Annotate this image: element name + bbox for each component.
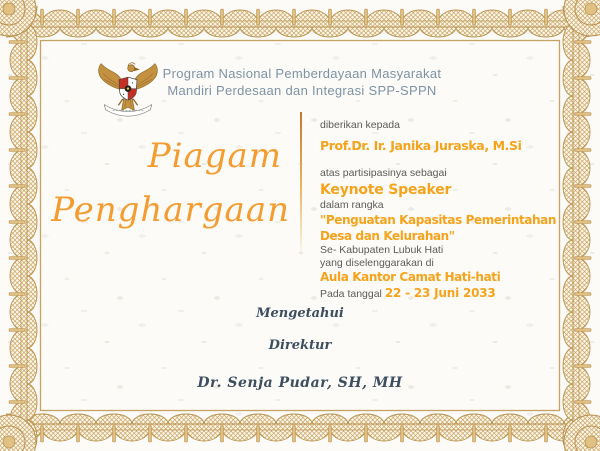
theme-line1: "Penguatan Kapasitas Pemerintahan <box>320 213 556 227</box>
title-line1: Piagam <box>147 136 282 176</box>
theme-line2: Desa dan Kelurahan" <box>320 228 455 243</box>
certificate-title <box>42 133 290 235</box>
signer-position: Direktur <box>268 338 332 353</box>
program-header <box>162 66 442 99</box>
recipient-name: Prof.Dr. Ir. Janika Juraska, M.Si <box>320 138 522 153</box>
title-line2: Penghargaan <box>51 190 290 230</box>
date-line <box>320 286 560 302</box>
given-to-label: diberikan kepada <box>320 119 400 131</box>
acknowledge-label: Mengetahui <box>256 306 344 321</box>
garuda-pancasila-emblem-icon <box>96 56 160 120</box>
program-header-line2: Mandiri Perdesaan dan Integrasi SPP-SPPN <box>167 82 437 98</box>
venue-name: Aula Kantor Camat Hati-hati <box>320 270 501 284</box>
signer-name: Dr. Senja Pudar, SH, MH <box>197 375 403 391</box>
venue-label: yang diselenggarakan di <box>320 257 434 269</box>
program-header-line1: Program Nasional Pemberdayaan Masyarakat <box>162 66 442 81</box>
occasion-label: dalam rangka <box>320 199 384 211</box>
scope-text: Se- Kabupaten Lubuk Hati <box>320 244 444 256</box>
signature-block <box>0 306 600 392</box>
role-text: Keynote Speaker <box>320 182 452 198</box>
date-label: Pada tanggal <box>320 288 382 300</box>
certificate-details <box>320 119 560 302</box>
participation-label: atas partisipasinya sebagai <box>320 167 447 179</box>
vertical-divider <box>300 112 302 258</box>
date-value: 22 - 23 Juni 2033 <box>384 286 496 300</box>
